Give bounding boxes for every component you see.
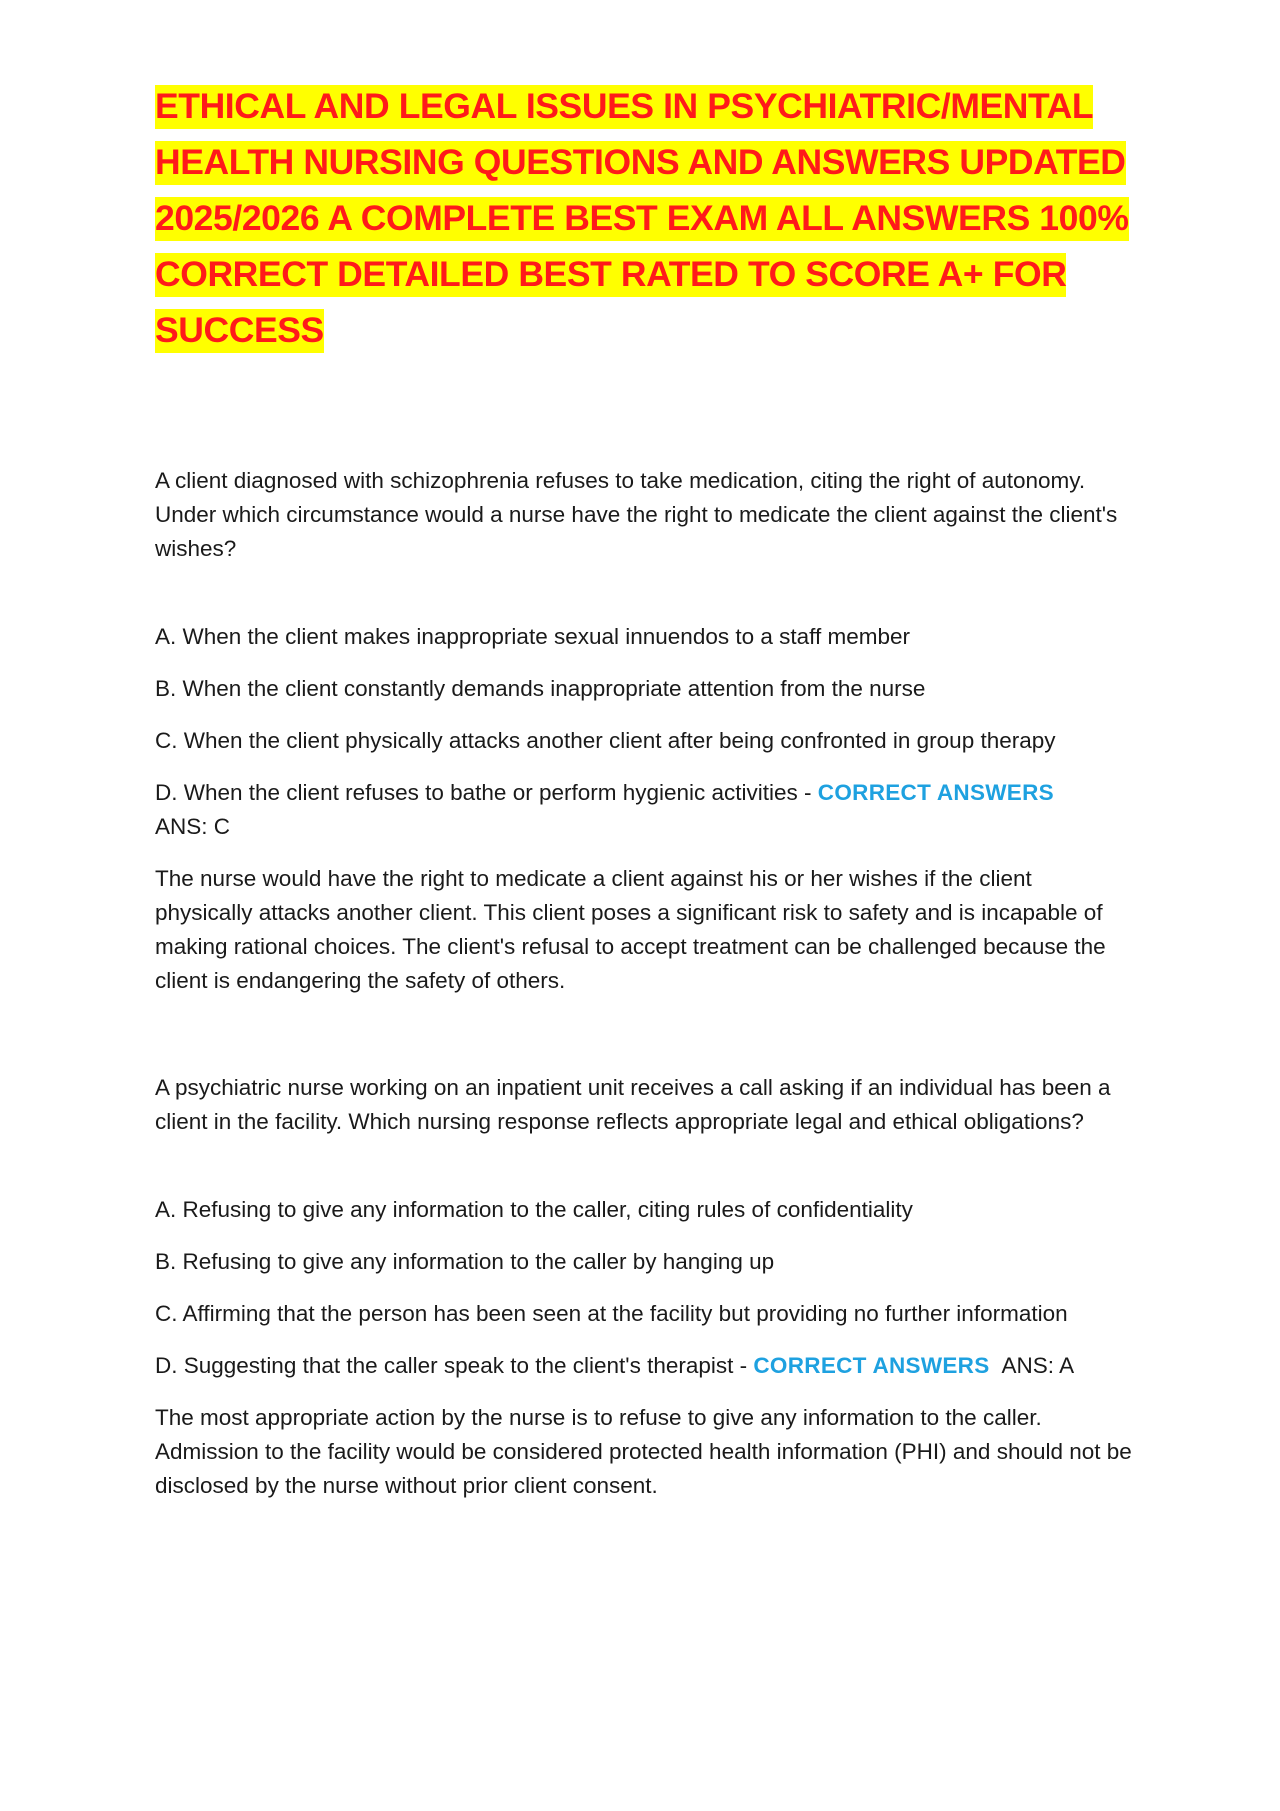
document-title-text: ETHICAL AND LEGAL ISSUES IN PSYCHIATRIC/MENTAL HEALTH NURSING QUESTIONS AND ANSWERS UPDATED 2025/2026 A COMPLETE BEST EXAM ALL ANSWERS 100% CORRECT DETAILED BEST RATED TO SCORE A+ FOR SUCCESS [155, 85, 1129, 353]
question-2-option-d-with-answer [155, 1349, 1135, 1383]
question-block-2 [155, 1071, 1135, 1503]
document-title [155, 78, 1135, 358]
question-1-answer: ANS: C [155, 814, 231, 839]
question-2-stem: A psychiatric nurse working on an inpatient unit receives a call asking if an individual has been a client in the facility. Which nursing response reflects appropriate legal and ethical obligations? [155, 1075, 1111, 1134]
question-2-rationale: The most appropriate action by the nurse is to refuse to give any information to the caller. Admission to the facility would be considered protected health information (PHI) and should not be disclosed by the nurse without prior client consent. [155, 1405, 1132, 1498]
question-2-option-a: A. Refusing to give any information to the caller, citing rules of confidentiality [155, 1197, 913, 1222]
question-2-option-b: B. Refusing to give any information to the caller by hanging up [155, 1249, 775, 1274]
document-body [155, 78, 1135, 1503]
question-2-correct-label: CORRECT ANSWERS [753, 1353, 990, 1378]
question-1-option-b: B. When the client constantly demands inappropriate attention from the nurse [155, 676, 926, 701]
question-1-option-d-with-answer [155, 776, 1135, 844]
question-1-correct-label: CORRECT ANSWERS [817, 780, 1054, 805]
question-1-option-d: D. When the client refuses to bathe or perform hygienic activities - [155, 780, 818, 805]
question-2-option-d: D. Suggesting that the caller speak to the client's therapist - [155, 1353, 754, 1378]
question-1-option-c: C. When the client physically attacks another client after being confronted in group therapy [155, 728, 1056, 753]
question-2-answer: ANS: A [1001, 1353, 1075, 1378]
question-2-option-c: C. Affirming that the person has been seen at the facility but providing no further information [155, 1301, 1068, 1326]
question-1-rationale: The nurse would have the right to medicate a client against his or her wishes if the client physically attacks another client. This client poses a significant risk to safety and is incapable of making rational choices. The client's refusal to accept treatment can be challenged because the client is endangering the safety of others. [155, 866, 1106, 993]
question-block-1 [155, 464, 1135, 998]
question-1-option-a: A. When the client makes inappropriate sexual innuendos to a staff member [155, 624, 911, 649]
question-1-stem: A client diagnosed with schizophrenia refuses to take medication, citing the right of autonomy. Under which circumstance would a nurse have the right to medicate the client against the client's wishes? [155, 468, 1118, 561]
